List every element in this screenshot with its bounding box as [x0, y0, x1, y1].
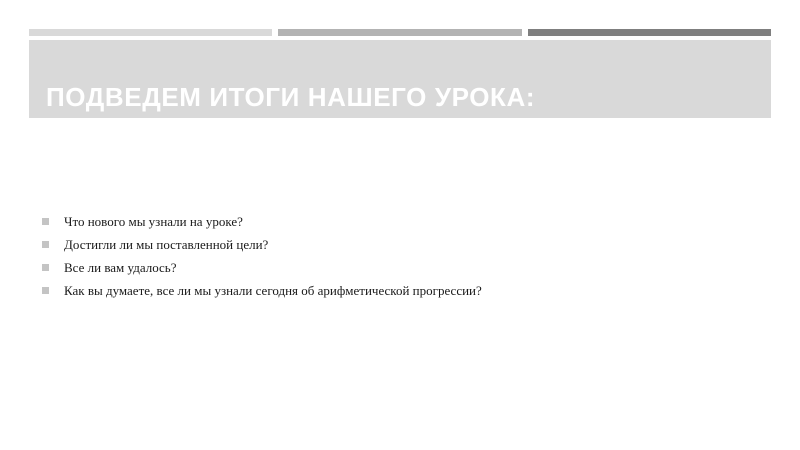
- bullet-text: Достигли ли мы поставленной цели?: [64, 236, 269, 252]
- bullet-item: [42, 256, 482, 279]
- slide-title: ПОДВЕДЕМ ИТОГИ НАШЕГО УРОКА:: [46, 82, 536, 112]
- square-bullet-icon: [42, 218, 49, 225]
- top-bar-dark: [528, 29, 771, 36]
- bullet-text: Все ли вам удалось?: [64, 259, 177, 275]
- bullet-item: [42, 279, 482, 302]
- bullet-item: [42, 233, 482, 256]
- top-bar-medium: [278, 29, 522, 36]
- bullet-list: [42, 210, 482, 302]
- square-bullet-icon: [42, 264, 49, 271]
- bullet-text: Что нового мы узнали на уроке?: [64, 213, 243, 229]
- bullet-item: [42, 210, 482, 233]
- title-band: [29, 40, 771, 118]
- bullet-text: Как вы думаете, все ли мы узнали сегодня об арифметической прогрессии?: [64, 282, 482, 298]
- top-bar-light: [29, 29, 272, 36]
- square-bullet-icon: [42, 287, 49, 294]
- square-bullet-icon: [42, 241, 49, 248]
- decorative-top-bars: [29, 29, 771, 36]
